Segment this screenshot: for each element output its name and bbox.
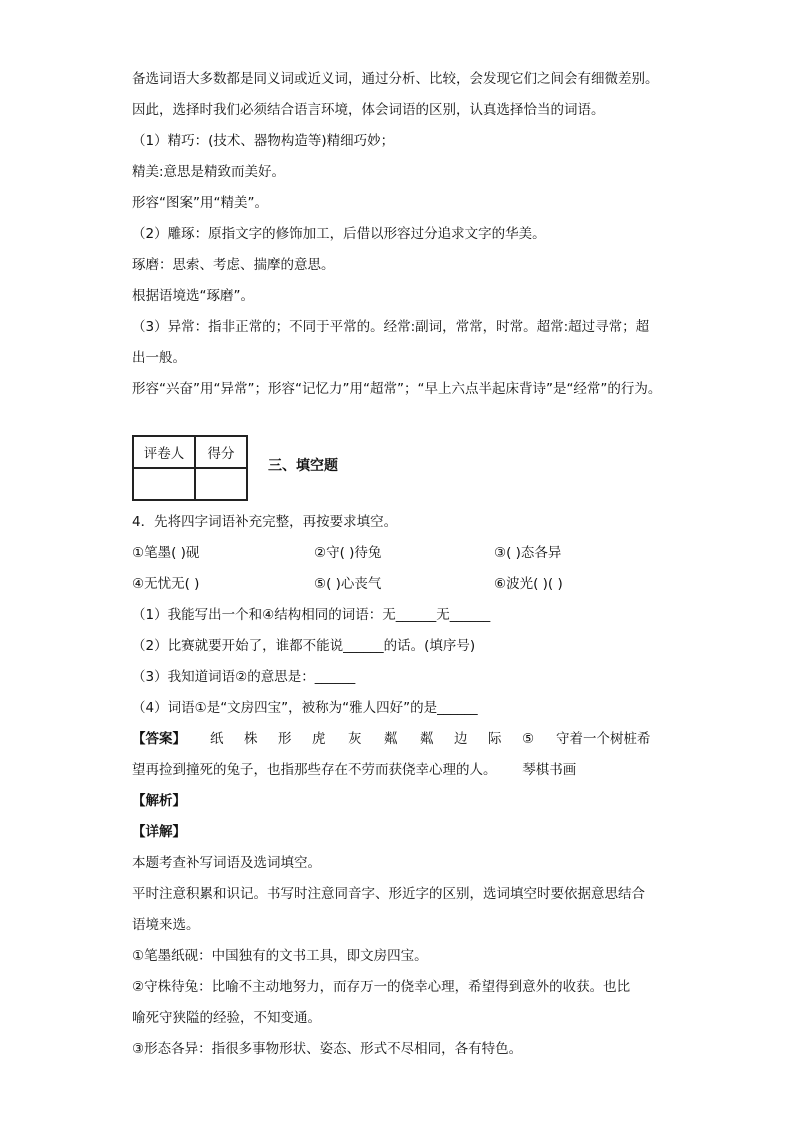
subquestion-4: （4）词语①是“文房四宝”，被称为“雅人四好”的是______ [132, 700, 478, 716]
question-stem: 4．先将四字词语补充完整，再按要求填空。 [132, 514, 398, 530]
detail-line: ①笔墨纸砚：中国独有的文书工具，即文房四宝。 [132, 948, 428, 964]
detail-line: 本题考查补写词语及选词填空。 [132, 855, 321, 871]
answer-item: 粼 [384, 731, 398, 747]
option-3: ③( )态各异 [494, 545, 562, 561]
text-line: （1）精巧：(技术、器物构造等)精细巧妙； [132, 133, 395, 149]
answer-item: 际 [488, 731, 502, 747]
detail-line: 喻死守狭隘的经验，不知变通。 [132, 1010, 321, 1026]
grader-cell-score [195, 468, 247, 500]
answer-item: 灰 [348, 731, 362, 747]
answer-item: 边 [454, 731, 468, 747]
section-title: 三、填空题 [268, 458, 338, 474]
answer-item: 形 [278, 731, 292, 747]
options-row-1 [132, 538, 672, 569]
text-line: 因此，选择时我们必须结合语言环境，体会词语的区别，认真选择恰当的词语。 [132, 102, 605, 118]
grader-header-reviewer: 评卷人 [133, 436, 195, 468]
text-line: 形容“兴奋”用“异常”；形容“记忆力”用“超常”；“早上六点半起床背诗”是“经常”的行为。 [132, 381, 662, 397]
question-block [132, 507, 672, 1065]
explanation-block [132, 64, 672, 405]
text-line: 精美:意思是精致而美好。 [132, 164, 286, 180]
answer-item: 虎 [312, 731, 326, 747]
grader-table [132, 435, 248, 501]
detail-line: ②守株待兔：比喻不主动地努力，而存万一的侥幸心理，希望得到意外的收获。也比 [132, 979, 631, 995]
options-row-2 [132, 569, 672, 600]
text-line: 出一般。 [132, 350, 186, 366]
subquestion-2: （2）比赛就要开始了，谁都不能说______的话。(填序号) [132, 638, 476, 654]
answer-item: ⑤ [522, 731, 535, 747]
detail-line: 语境来选。 [132, 917, 200, 933]
option-1: ①笔墨( )砚 [132, 545, 200, 561]
detail-line: 平时注意积累和识记。书写时注意同音字、形近字的区别，选词填空时要依据意思结合 [132, 886, 645, 902]
text-line: （3）异常：指非正常的；不同于平常的。经常:副词，常常，时常。超常:超过寻常；超 [132, 319, 650, 335]
grader-cell-reviewer [133, 468, 195, 500]
analysis-label: 【解析】 [132, 793, 186, 809]
answer-item: 守着一个树桩希 [556, 731, 651, 747]
text-line: 根据语境选“琢磨”。 [132, 288, 254, 304]
option-6: ⑥波光( )( ) [494, 576, 563, 592]
option-5: ⑤( )心丧气 [314, 576, 382, 592]
text-line: 琢磨：思索、考虑、揣摩的意思。 [132, 257, 335, 273]
answer-item: 纸 [210, 731, 224, 747]
answer-continuation: 望再捡到撞死的兔子，也指那些存在不劳而获侥幸心理的人。 琴棋书画 [132, 762, 577, 778]
answer-item: 粼 [420, 731, 434, 747]
answer-line [132, 724, 672, 755]
subquestion-1: （1）我能写出一个和④结构相同的词语：无______无______ [132, 607, 491, 623]
detail-line: ③形态各异：指很多事物形状、姿态、形式不尽相同，各有特色。 [132, 1041, 523, 1057]
grader-header-score: 得分 [195, 436, 247, 468]
subquestion-3: （3）我知道词语②的意思是：______ [132, 669, 356, 685]
detail-label: 【详解】 [132, 824, 186, 840]
option-4: ④无忧无( ) [132, 576, 200, 592]
text-line: 备选词语大多数都是同义词或近义词，通过分析、比较，会发现它们之间会有细微差别。 [132, 71, 659, 87]
answer-label: 【答案】 [132, 731, 186, 747]
answer-item: 株 [244, 731, 258, 747]
text-line: 形容“图案”用“精美”。 [132, 195, 268, 211]
text-line: （2）雕琢：原指文字的修饰加工，后借以形容过分追求文字的华美。 [132, 226, 546, 242]
option-2: ②守( )待兔 [314, 545, 382, 561]
